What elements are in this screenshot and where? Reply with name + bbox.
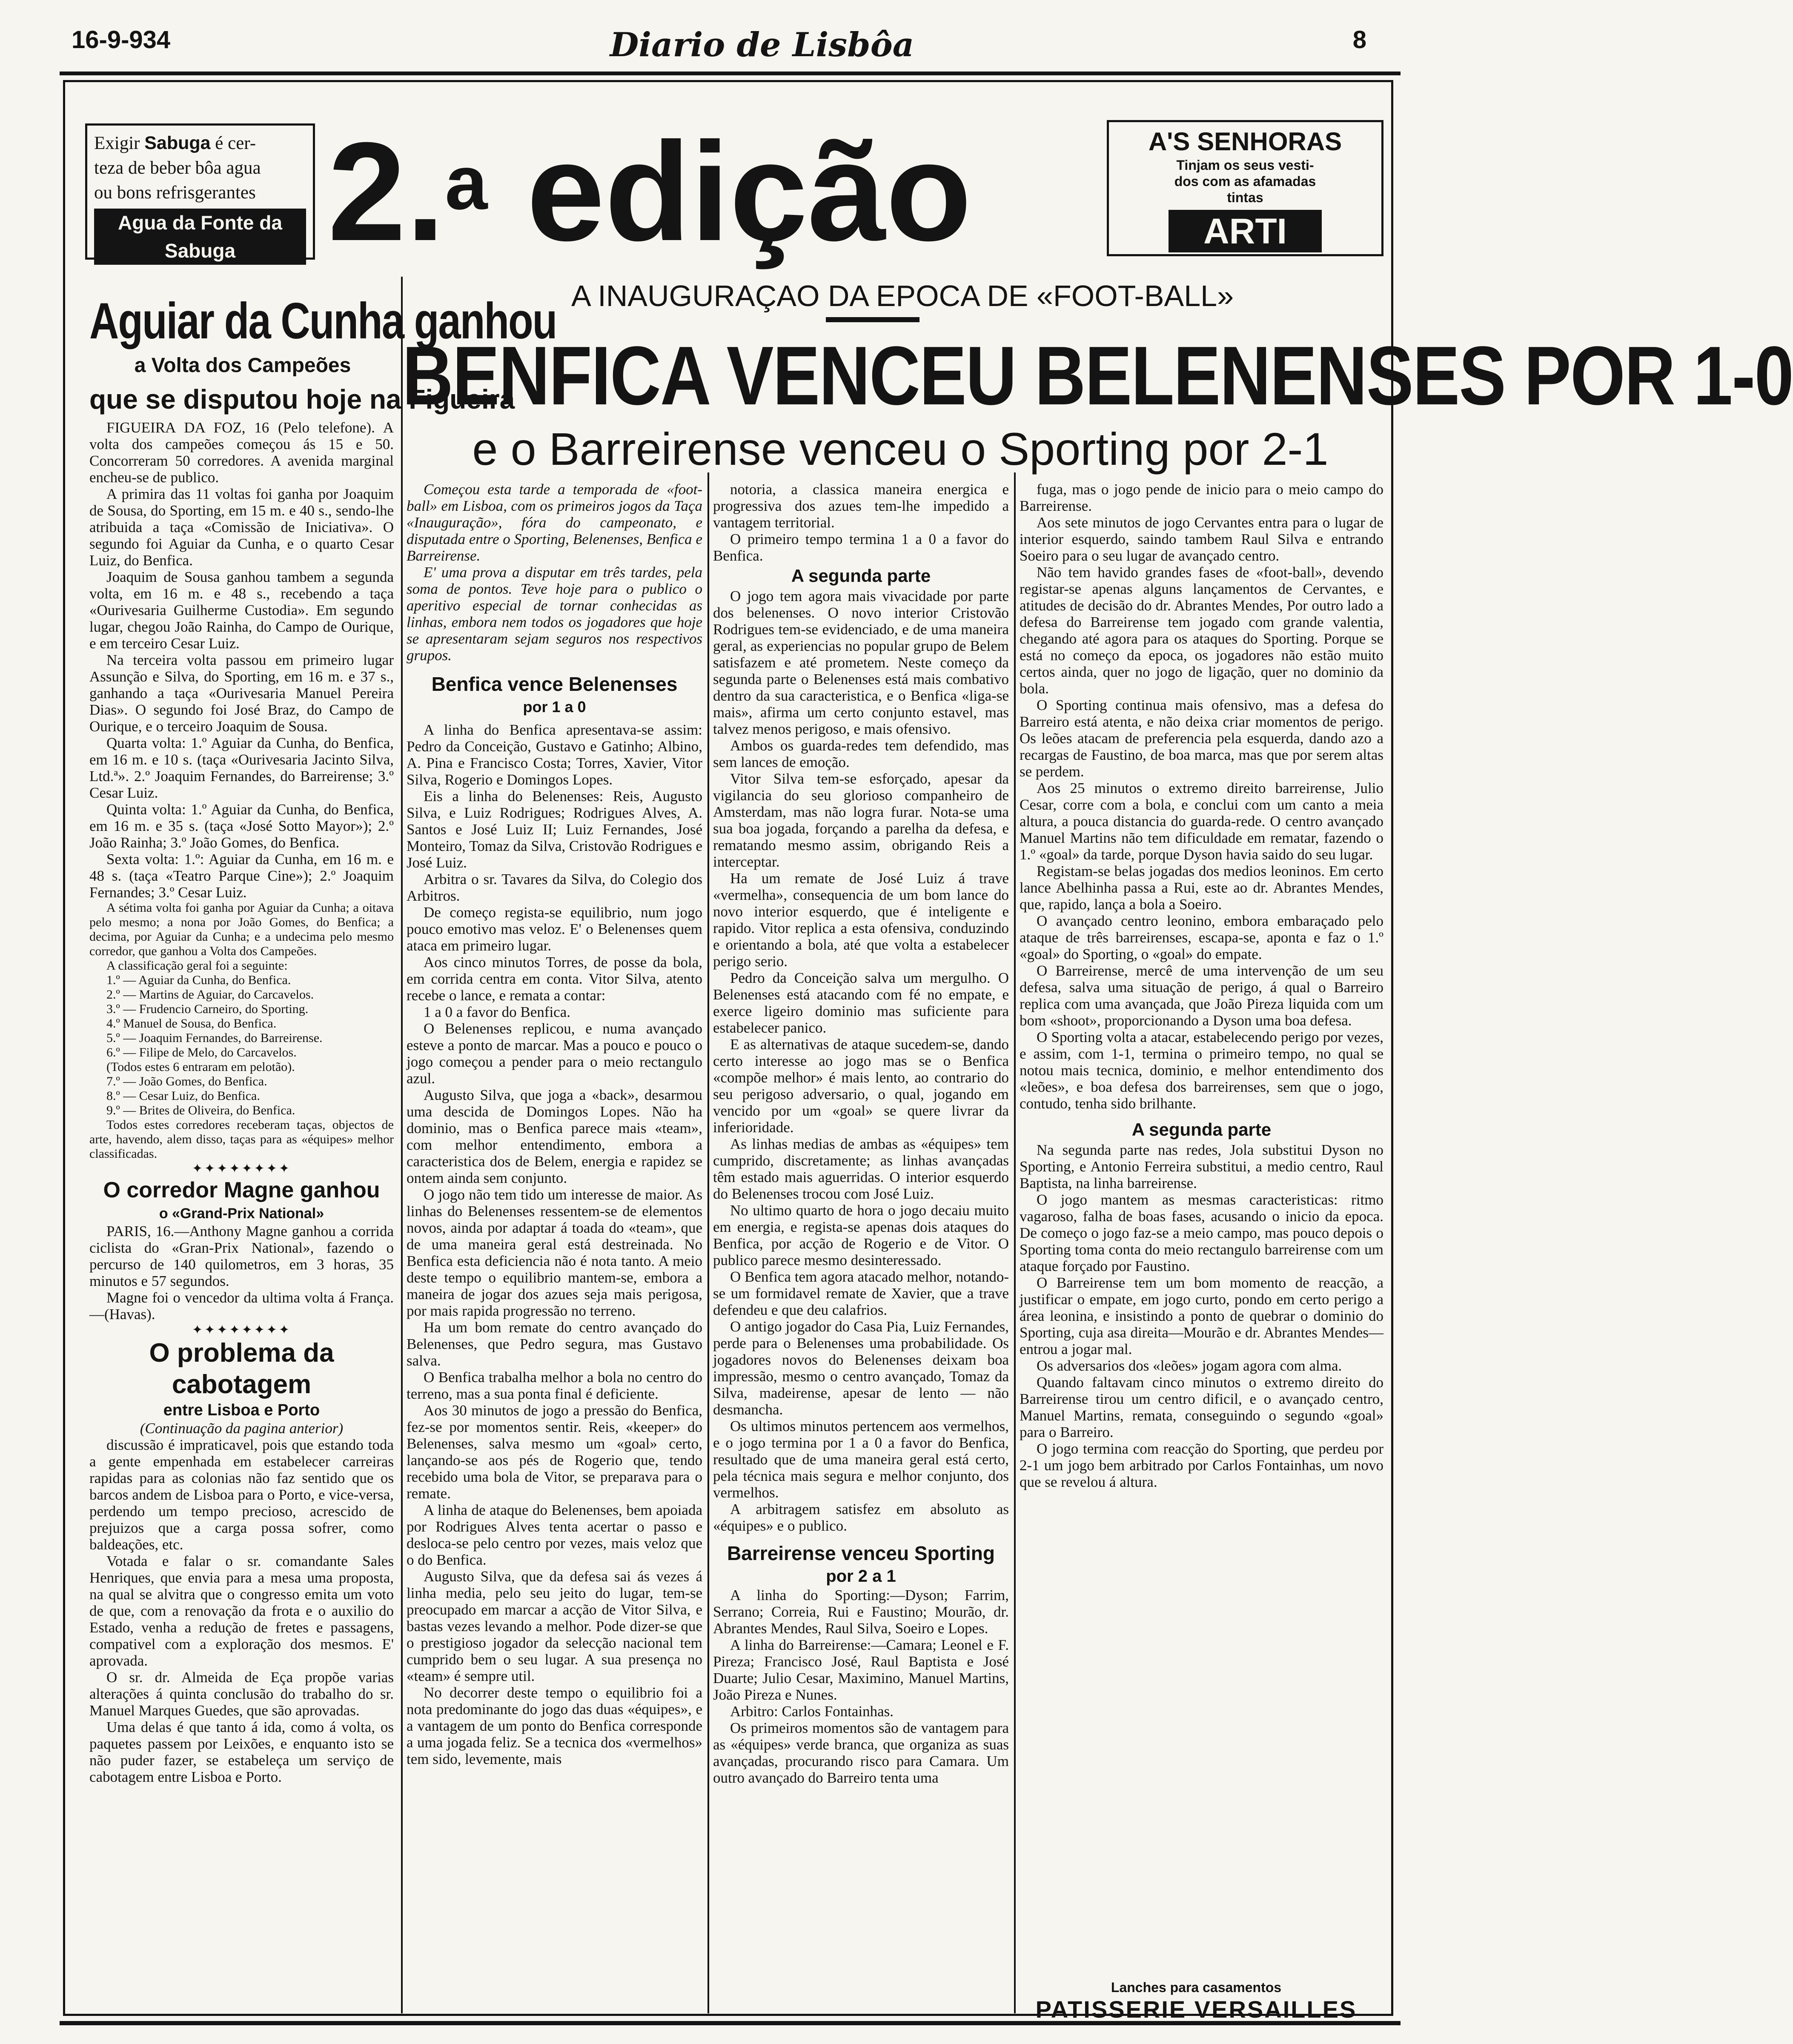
col3-paragraph: O primeiro tempo termina 1 a 0 a favor do Benfica. <box>713 531 1009 564</box>
left-small-paragraph: A sétima volta foi ganha por Aguiar da Cunha; a oitava pelo mesmo; a nona por João Gomes, do Benfica; a decima, por Aguiar da Cunha; e a undecima pelo mesmo corredor, que ganhou a Volta dos Campeões. <box>89 901 394 958</box>
sabuga-line1-rest: é cer- <box>215 133 256 153</box>
col2-paragraph: 1 a 0 a favor do Benfica. <box>424 1004 570 1020</box>
col4-paragraph: Não tem havido grandes fases de «foot-ball», devendo registar-se apenas alguns lançamentos de Cervantes, e atitudes de decisão do dr. Abrantes Mendes, Por outro lado a defesa do Barreirense tem jogado com grande valentia, chegando até agora para os ataques do Sporting. Porque se está no começo da epoca, os jogadores não estão muito certos ainda, quer no jogo de ligação, quer no dominio da bola. <box>1020 564 1383 697</box>
col3-paragraph: E as alternativas de ataque sucedem-se, dando certo interesse ao jogo mas se o Benfica «compõe melhor» é mais lento, ao contrario do seu perigoso adversario, o qual, jogando em vencido por um «goal» se quere livrar da inferioridade. <box>713 1036 1009 1136</box>
versailles-ad <box>1005 1979 1388 2024</box>
column-rule-1 <box>401 277 403 2013</box>
intro-paragraph: E' uma prova a disputar em três tardes, pela soma de pontos. Teve hoje para o publico o aperitivo especial de tornar conhecidas as linhas, embora nem todos os jogadores que hoje se apresentaram sejam seguros nos respectivos grupos. <box>407 564 702 664</box>
classification-item: 4.º Manuel de Sousa, do Benfica. <box>106 1016 277 1031</box>
cabotagem-continuation: (Continuação da pagina anterior) <box>140 1420 344 1437</box>
edition-sup: a <box>445 140 488 226</box>
col4-paragraph: Quando faltavam cinco minutos o extremo direito do Barreirense tirou um centro dificil, e o avançado centro, Manuel Martins, remata, conseguindo o segundo «goal» para o Barreiro. <box>1020 1374 1383 1440</box>
second-half-title-2: A segunda parte <box>1131 1119 1272 1139</box>
cabotagem-paragraph: Uma delas é que tanto á ida, como á volta, os paquetes passem por Leixões, e enquanto isto se não puder fazer, se estabeleça um serviço de cabotagem entre Lisboa e Porto. <box>89 1719 394 1785</box>
masthead: Diario de Lisbôa <box>610 26 914 64</box>
top-rule <box>60 72 1401 75</box>
bottom-rule <box>60 2021 1401 2025</box>
barreirense-section-title: Barreirense venceu Sporting <box>727 1542 995 1564</box>
col2-paragraph: A linha do Benfica apresentava-se assim: Pedro da Conceição, Gustavo e Gatinho; Albino, A. Pina e Francisco Costa; Torres, Xavier, Vitor Silva, Rogerio e Domingos Lopes. <box>407 721 702 788</box>
col4-paragraph: O Sporting continua mais ofensivo, mas a defesa do Barreiro está atenta, e não deixa criar momentos de perigo. Os leões atacam de preferencia pela esquerda, dando azo a recargas de Faustino, de boa marca, mas que por serem altas se perdem. <box>1020 697 1383 780</box>
col4-paragraph: O jogo termina com reacção do Sporting, que perdeu por 2-1 um jogo bem arbitrado por Carlos Fontainhas, um novo que se revelou á altura. <box>1020 1440 1383 1490</box>
col4-paragraph: Aos 25 minutos o extremo direito barreirense, Julio Cesar, corre com a bola, e conclui com um canto a meia altura, a pouca distancia do guarda-rede. O centro avançado Manuel Martins não tem dificuldade em rematar, fazendo o 1.º «goal» da tarde, porque Dyson havia saido do seu lugar. <box>1020 780 1383 863</box>
col3-paragraph: A linha do Sporting:—Dyson; Farrim, Serrano; Correia, Rui e Faustino; Mourão, dr. Abrantes Mendes, Raul Silva, Soeiro e Lopes. <box>713 1587 1009 1637</box>
col3-paragraph: Vitor Silva tem-se esforçado, apesar da vigilancia do seu glorioso companheiro de Amsterdam, mas não logra furar. Nota-se uma sua boa jogada, forçando a parelha da defesa, e rematando mesmo assim, obrigando Reis a interceptar. <box>713 770 1009 870</box>
col4-paragraph: O jogo mantem as mesmas caracteristicas: ritmo vagaroso, falha de boas fases, acusando o inicio da epoca. De começo o jogo faz-se a meio campo, mas pouco depois o Sporting toma conta do meio rectangulo barreirense com um ataque forçado por Faustino. <box>1020 1191 1383 1274</box>
main-subhead: e o Barreirense venceu o Sporting por 2-1 <box>472 423 1329 475</box>
main-headline: BENFICA VENCEU BELENENSES POR 1-0 <box>402 329 1793 423</box>
left-column-body <box>89 419 394 1785</box>
cabotagem-paragraph: discussão é impraticavel, pois que estando toda a gente empenhada em estabelecer carreiras rapidas para as colonias não faz sentido que os barcos andem de Lisboa para o Porto, e vice-versa, perdendo um tempo precioso, acrescido de prejuizos que a carga possa sofrer, como baldeações, etc. <box>89 1437 394 1553</box>
second-half-title: A segunda parte <box>791 566 931 586</box>
left-closing-small: Todos estes corredores receberam taças, objectos de arte, havendo, alem disso, taças para as «équipes» melhor classificadas. <box>89 1118 394 1161</box>
kicker-rule <box>826 317 919 322</box>
col3-paragraph: Os ultimos minutos pertencem aos vermelhos, e o jogo termina por 1 a 0 a favor do Benfica, resultado que de uma maneira geral está certo, pela técnica mais segura e melhor conjunto, dos vermelhos. <box>713 1418 1009 1501</box>
col3-paragraph: notoria, a classica maneira energica e progressiva dos azues tem-lhe impedido a vantagem territorial. <box>713 481 1009 531</box>
col2-paragraph: Augusto Silva, que da defesa sai ás vezes á linha media, pelo seu jeito do lugar, tem-se preocupado em marcar a acção de Vitor Silva, e bastas vezes levando a melhor. Pode dizer-se que o prestigioso jogador da selecção nacional tem cumprido bem o seu lugar. A sua presença no «team» é sempre util. <box>407 1568 702 1684</box>
col3-paragraph: Arbitro: Carlos Fontainhas. <box>730 1703 894 1720</box>
col3-paragraph: No ultimo quarto de hora o jogo decaiu muito em energia, e regista-se apenas dois ataques do Benfica, por acção de Rogerio e de Vitor. O publico parece mesmo desinteressado. <box>713 1202 1009 1268</box>
sabuga-line1-start: Exigir <box>94 133 140 153</box>
classification-item: 6.º — Filipe de Melo, do Carcavelos. <box>106 1045 297 1059</box>
left-paragraph: Joaquim de Sousa ganhou tambem a segunda volta, em 16 m. e 48 s., recebendo a taça «Ourivesaria Guilherme Custodia». Em segundo lugar, chegou João Rainha, do Campo de Ourique, e em terceiro Cesar Luiz. <box>89 569 394 652</box>
col4-paragraph: Registam-se belas jogadas dos medios leoninos. Em certo lance Abelhinha passa a Rui, este ao dr. Abrantes Mendes, que, rapido, lança a bola a Soeiro. <box>1020 863 1383 913</box>
arti-ad <box>1107 120 1383 256</box>
cunha-title: Aguiar da Cunha ganhou <box>89 292 557 350</box>
sabuga-ad <box>85 123 315 260</box>
left-paragraph: Sexta volta: 1.º: Aguiar da Cunha, em 16 m. e 48 s. (taça «Teatro Parque Cine»); 2.º Joaquim Fernandes; 3.º Cesar Luiz. <box>89 851 394 901</box>
sabuga-line2: teza de beber bôa agua <box>94 158 261 178</box>
col3-paragraph: Ambos os guarda-redes tem defendido, mas sem lances de emoção. <box>713 737 1009 770</box>
col3-paragraph: Ha um remate de José Luiz á trave «vermelha», consequencia de um bom lance do novo interior esquerdo, que é inteligente e rapido. Vitor replica a esta ofensiva, conduzindo e orientando a bola, até que volta a estabelecer perigo serio. <box>713 870 1009 970</box>
cunha-sub2: que se disputou hoje na Figueira <box>89 384 515 415</box>
col3-paragraph: O antigo jogador do Casa Pia, Luiz Fernandes, perde para o Belenenses uma probabilidade. Os jogadores novos do Belenenses deixam boa impressão, mesmo o centro avançado, Tomaz da Silva, madeirense, apesar de lento — não desmancha. <box>713 1318 1009 1418</box>
benfica-section-sub: por 1 a 0 <box>523 698 586 716</box>
classification-item: 8.º — Cesar Luiz, do Benfica. <box>106 1089 260 1103</box>
separator-stars: ✦✦✦✦✦✦✦✦ <box>192 1323 292 1337</box>
col3-paragraph: A linha do Barreirense:—Camara; Leonel e F. Pireza; Francisco José, Raul Baptista e José Duarte; Julio Cesar, Maximino, Manuel Martins, João Pireza e Nunes. <box>713 1637 1009 1703</box>
col4-paragraph: Na segunda parte nas redes, Jola substitui Dyson no Sporting, e Antonio Ferreira substitui, a medio centro, Raul Baptista, na linha barreirense. <box>1020 1142 1383 1191</box>
left-small-paragraph: A classificação geral foi a seguinte: <box>106 959 288 973</box>
classification-item: 2.º — Martins de Aguiar, do Carcavelos. <box>106 988 314 1002</box>
col4-paragraph: fuga, mas o jogo pende de inicio para o meio campo do Barreirense. <box>1020 481 1383 514</box>
col4-paragraph: O Barreirense tem um bom momento de reacção, a justificar o empate, em jogo curto, pondo em certo perigo a área leonina, e insistindo a ponto de quebrar o dominio do Sporting, cuja asa direita—Mourão e dr. Abrantes Mendes—entrou a jogar mal. <box>1020 1274 1383 1357</box>
col2-paragraph: De começo regista-se equilibrio, num jogo pouco emotivo mas veloz. E' o Belenenses quem ataca em primeiro lugar. <box>407 904 702 954</box>
left-paragraph: Quinta volta: 1.º Aguiar da Cunha, do Benfica, em 16 m. e 35 s. (taça «José Sotto Mayor»); 2.º João Rainha; 3.º João Gomes, do Benfica. <box>89 801 394 851</box>
col4-paragraph: O Sporting volta a atacar, estabelecendo perigo por vezes, e assim, com 1-1, termina o primeiro tempo, no qual se notou mais tecnica, dominio, e melhor entendimento dos «leões», e boa defesa dos barreirenses, sem que o jogo, contudo, tenha sido brilhante. <box>1020 1029 1383 1112</box>
arti-title: A'S SENHORAS <box>1148 127 1342 156</box>
classification-item: 7.º — João Gomes, do Benfica. <box>106 1074 267 1088</box>
magne-title: O corredor Magne ganhou <box>103 1178 380 1202</box>
classification-item: 3.º — Frudencio Carneiro, do Sporting. <box>106 1002 309 1016</box>
magne-paragraph: PARIS, 16.—Anthony Magne ganhou a corrida ciclista do «Gran-Prix National», fazendo o percurso de 140 quilometros, em 3 horas, 35 minutos e 57 segundos. <box>89 1223 394 1289</box>
cabotagem-title: O problema da cabotagem <box>149 1338 334 1399</box>
col2-paragraph: Arbitra o sr. Tavares da Silva, do Colegio dos Arbitros. <box>407 871 702 904</box>
left-paragraph: A primira das 11 voltas foi ganha por Joaquim de Sousa, do Sporting, em 15 m. e 40 s., sendo-lhe atribuida a taça «Comissão de Iniciativa». O segundo foi Aguiar da Cunha, e o quarto Cesar Luiz, do Benfica. <box>89 486 394 569</box>
classification-item: (Todos estes 6 entraram em pelotão). <box>106 1060 295 1074</box>
column-rule-2 <box>707 472 709 2013</box>
barreirense-section-sub: por 2 a 1 <box>826 1567 896 1586</box>
versailles-line1: Lanches para casamentos <box>1111 1980 1282 1995</box>
magne-sub: o «Grand-Prix National» <box>159 1205 324 1222</box>
col2-paragraph: Augusto Silva, que joga a «back», desarmou uma descida de Domingos Lopes. Não ha dominio, mas o Benfica parece mais «team», com melhor entendimento, embora a caracteristica dos de Belem, energia e rapidez se ontem ainda sem conjunto. <box>407 1087 702 1186</box>
col4-paragraph: Aos sete minutos de jogo Cervantes entra para o lugar de interior esquerdo, saindo tambem Raul Silva e entrando Soeiro para o seu lugar de avançado centro. <box>1020 514 1383 564</box>
col2-paragraph: No decorrer deste tempo o equilibrio foi a nota predominante do jogo das duas «équipes», e a vantagem de um ponto do Benfica corresponde a uma jogada feliz. Se a tecnica dos «vermelhos» tem sido, levemente, mais <box>407 1684 702 1767</box>
issue-date: 16-9-934 <box>72 26 171 54</box>
col2-paragraph: A linha de ataque do Belenenses, bem apoiada por Rodrigues Alves tenta acertar o passo e desloca-se pelo centro por vezes, mais veloz que o do Benfica. <box>407 1502 702 1568</box>
sabuga-strip: Agua da Fonte da Sabuga <box>94 209 306 265</box>
versailles-line2: PATISSERIE VERSAILLES <box>1035 1996 1357 2023</box>
column-3-body <box>713 481 1009 1786</box>
separator-stars: ✦✦✦✦✦✦✦✦ <box>192 1162 292 1176</box>
magne-paragraph: Magne foi o vencedor da ultima volta á França.—(Havas). <box>89 1289 394 1323</box>
cabotagem-paragraph: Votada e falar o sr. comandante Sales Henriques, que envia para a mesa uma proposta, na qual se alvitra que o congresso emita um voto de que, com a renovação da frota e o auxilio do Estado, venha a redução de fretes e passagens, compativel com a exploração dos mesmos. E' aprovada. <box>89 1553 394 1669</box>
left-paragraph: Na terceira volta passou em primeiro lugar Assunção e Silva, do Sporting, em 16 m. e 37 s., ganhando a taça «Ourivesaria Manuel Pereira Dias». O segundo foi José Braz, do Campo de Ourique, e o terceiro Joaquim de Sousa. <box>89 652 394 735</box>
arti-body3: tintas <box>1227 190 1263 205</box>
col3-paragraph: O Benfica tem agora atacado melhor, notando-se um formidavel remate de Xavier, que a trave defendeu e que deu calafrios. <box>713 1268 1009 1318</box>
col3-paragraph: Os primeiros momentos são de vantagem para as «équipes» verde branca, que organiza as suas avançadas, procurando risco para Camara. Um outro avançado do Barreiro tenta uma <box>713 1720 1009 1786</box>
col2-paragraph: Aos cinco minutos Torres, de posse da bola, em corrida centra em conta. Vitor Silva, atento recebe o lance, e remata a contar: <box>407 954 702 1004</box>
cunha-sub: a Volta dos Campeões <box>134 354 351 377</box>
sabuga-line1 <box>94 131 306 156</box>
col4-paragraph: O avançado centro leonino, embora embaraçado pelo ataque de três barreirenses, escapa-se, aponta e faz o 1.º «goal» do Sporting, o «goal» do empate. <box>1020 913 1383 962</box>
column-4-body <box>1020 481 1383 1490</box>
col2-paragraph: O jogo não tem tido um interesse de maior. As linhas do Belenenses ressentem-se de elementos novos, ainda por adaptar á toada do «team», que de uma maneira geral está destreinada. No Benfica esta deficiencia não é nota tanto. A meio deste tempo o equilibrio mantem-se, embora a maneira de jogar dos azues seja mais perigosa, por mais rapida progressão no terreno. <box>407 1186 702 1319</box>
benfica-section-title: Benfica vence Belenenses <box>431 673 678 695</box>
col3-paragraph: A arbitragem satisfez em absoluto as «équipes» e o publico. <box>713 1501 1009 1534</box>
col4-paragraph: Os adversarios dos «leões» jogam agora com alma. <box>1037 1357 1342 1374</box>
column-2-body <box>407 481 702 1767</box>
col4-paragraph: O Barreirense, mercê de uma intervenção de um seu defesa, salva uma situação de perigo, á qual o Barreiro replica com uma avançada, que João Pireza liquida com um bom «shoot», proporcionando a Dyson uma boa defesa. <box>1020 962 1383 1029</box>
left-paragraph: FIGUEIRA DA FOZ, 16 (Pelo telefone). A volta dos campeões começou ás 15 e 50. Concorreram 50 corredores. A avenida marginal encheu-se de publico. <box>89 419 394 486</box>
cabotagem-sub: entre Lisboa e Porto <box>163 1401 320 1419</box>
intro-paragraph: Começou esta tarde a temporada de «foot-ball» em Lisboa, com os primeiros jogos da Taça «Inauguração», fóra do campeonato, e disputada entre o Sporting, Belenenses, Benfica e Barreirense. <box>407 481 702 564</box>
col2-paragraph: Ha um bom remate do centro avançado do Belenenses, que Pedro segura, mas Gustavo salva. <box>407 1319 702 1369</box>
col3-paragraph: Pedro da Conceição salva um mergulho. O Belenenses está atacando com fé no empate, e exerce ligeiro dominio mas suficiente para estabelecer panico. <box>713 970 1009 1036</box>
left-paragraph: Quarta volta: 1.º Aguiar da Cunha, do Benfica, em 16 m. e 10 s. (taça «Ourivesaria Jacinto Silva, Ltd.ª». 2.º Joaquim Fernandes, do Barreirense; 3.º Cesar Luiz. <box>89 735 394 801</box>
arti-body1: Tinjam os seus vesti- <box>1176 157 1314 173</box>
edition-word: edição <box>527 113 972 270</box>
column-rule-3 <box>1014 472 1016 2013</box>
edition-number: 2. <box>328 113 445 270</box>
col2-paragraph: O Benfica trabalha melhor a bola no centro do terreno, mas a sua ponta final é deficiente. <box>407 1369 702 1402</box>
col2-paragraph: Aos 30 minutos de jogo a pressão do Benfica, fez-se por momentos sentir. Reis, «keeper» do Belenenses, salva mesmo um «goal» certo, lançando-se aos pés de Rogerio que, tendo recebido uma bola de Vitor, se preparava para o remate. <box>407 1402 702 1502</box>
kicker: A INAUGURAÇAO DA EPOCA DE «FOOT-BALL» <box>571 279 1234 312</box>
edition-banner <box>328 106 1103 277</box>
col2-paragraph: Eis a linha do Belenenses: Reis, Augusto Silva, e Luiz Rodrigues; Rodrigues Alves, A. Santos e José Luiz II; Luiz Fernandes, José Monteiro, Tomaz da Silva, Cristovão Rodrigues e José Luiz. <box>407 788 702 871</box>
cabotagem-paragraph: O sr. dr. Almeida de Eça propõe varias alterações á quinta conclusão do trabalho do sr. Manuel Marques Guedes, que são aprovadas. <box>89 1669 394 1719</box>
col3-paragraph: As linhas medias de ambas as «équipes» tem cumprido, discretamente; as linhas avançadas têm estado mais aguerridas. O interior esquerdo do Belenenses trocou com José Luiz. <box>713 1136 1009 1202</box>
sabuga-line3: ou bons refrisgerantes <box>94 183 256 203</box>
page-number: 8 <box>1352 26 1366 54</box>
col2-paragraph: O Belenenses replicou, e numa avançado esteve a ponto de marcar. Mas a pouco e pouco o jogo começou a pender para o meio rectangulo azul. <box>407 1020 702 1087</box>
arti-brand: ARTI <box>1169 210 1322 252</box>
classification-item: 9.º — Brites de Oliveira, do Benfica. <box>106 1103 295 1117</box>
arti-body2: dos com as afamadas <box>1174 174 1316 189</box>
sabuga-brand: Sabuga <box>144 133 211 153</box>
classification-item: 5.º — Joaquim Fernandes, do Barreirense. <box>106 1031 323 1045</box>
col3-paragraph: O jogo tem agora mais vivacidade por parte dos belenenses. O novo interior Cristovão Rodrigues tem-se evidenciado, e de uma maneira geral, as experiencias no popular grupo de Belem satisfazem e até prometem. Neste começo da segunda parte o Belenenses está mais combativo dentro da sua caracteristica, e o Benfica «liga-se mais», afirma um certo conjunto estavel, mas talvez menos perigoso, e mais ofensivo. <box>713 588 1009 737</box>
classification-item: 1.º — Aguiar da Cunha, do Benfica. <box>106 973 291 987</box>
